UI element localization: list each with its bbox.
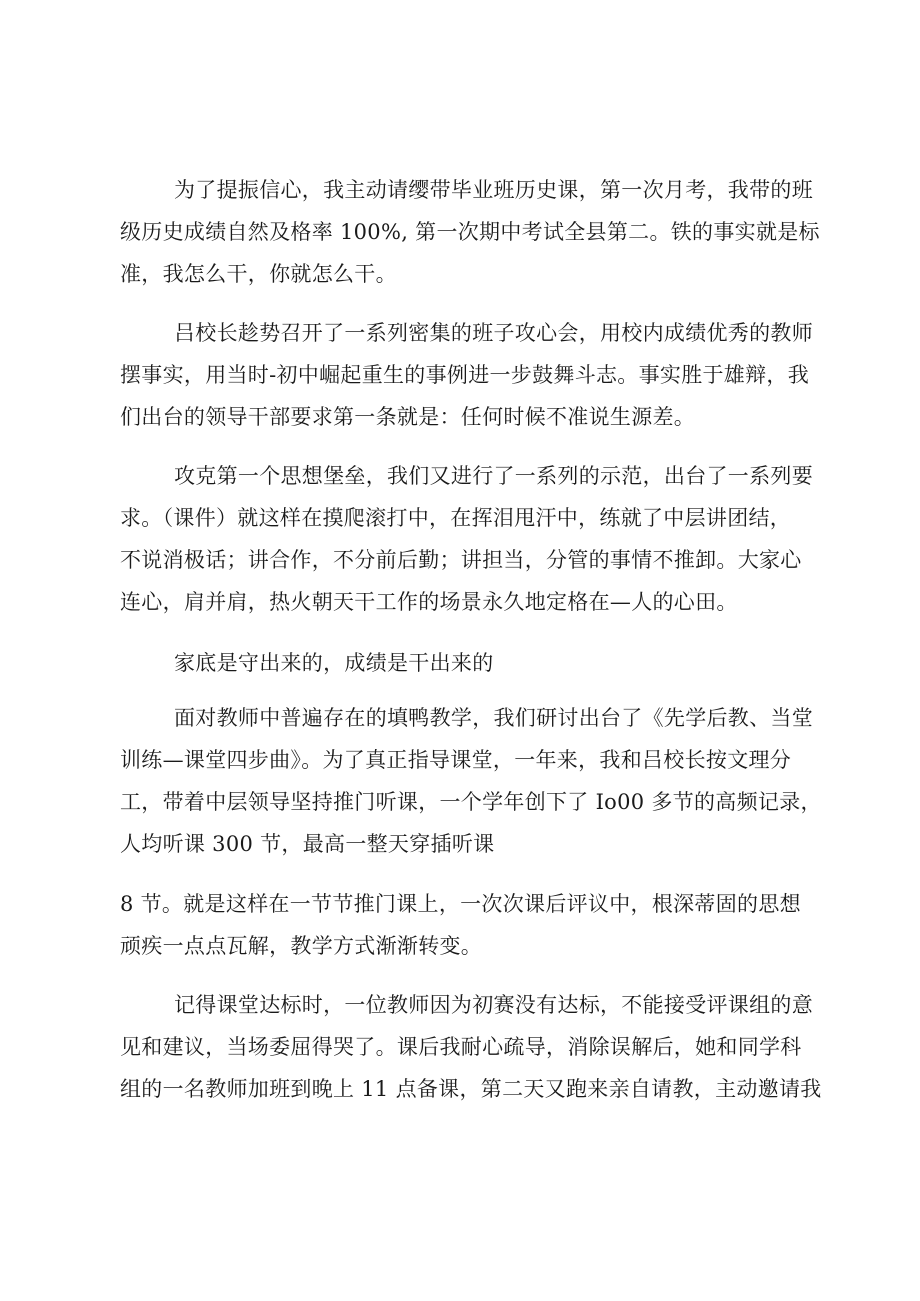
text-line: 训练—课堂四步曲》。为了真正指导课堂，一年来，我和吕校长按文理分: [120, 748, 792, 772]
text-line: 工，带着中层领导坚持推门听课，一个学年创下了 Io00 多节的高频记录，: [120, 790, 822, 814]
text-line: 人均听课 300 节，最高一整天穿插听课: [120, 832, 495, 856]
text-line: 为了提振信心，我主动请缨带毕业班历史课，第一次月考，我带的班: [174, 178, 813, 202]
text-line: 级历史成绩自然及格率 100%, 第一次期中考试全县第二。铁的事实就是标: [120, 220, 820, 244]
text-line: 记得课堂达标时，一位教师因为初赛没有达标，不能接受评课组的意: [174, 993, 813, 1017]
section-heading: 家底是守出来的，成绩是干出来的: [174, 651, 494, 675]
text-line: 攻克第一个思想堡垒，我们又进行了一系列的示范，出台了一系列要: [174, 464, 813, 488]
text-line: 求。（课件）就这样在摸爬滚打中，在挥泪甩汗中，练就了中层讲团结，: [120, 506, 792, 530]
text-line: 顽疾一点点瓦解，教学方式渐渐转变。: [120, 934, 483, 958]
text-line: 们出台的领导干部要求第一条就是：任何时候不准说生源差。: [120, 405, 696, 429]
text-line: 准，我怎么干，你就怎么干。: [120, 262, 397, 286]
text-line: 摆事实，用当时-初中崛起重生的事例进一步鼓舞斗志。事实胜于雄辩，我: [120, 363, 809, 387]
text-line: 不说消极话；讲合作，不分前后勤；讲担当，分管的事情不推卸。大家心: [120, 548, 802, 572]
text-line: 组的一名教师加班到晚上 11 点备课，第二天又跑来亲自请教，主动邀请我: [120, 1077, 822, 1101]
text-line: 见和建议，当场委屈得哭了。课后我耐心疏导，消除误解后，她和同学科: [120, 1035, 802, 1059]
text-line: 连心，肩并肩，热火朝天干工作的场景永久地定格在—人的心田。: [120, 590, 738, 614]
text-line: 8 节。就是这样在一节节推门课上，一次次课后评议中，根深蒂固的思想: [120, 892, 801, 916]
text-line: 吕校长趁势召开了一系列密集的班子攻心会，用校内成绩优秀的教师: [174, 321, 813, 345]
text-line: 面对教师中普遍存在的填鸭教学，我们研讨出台了《先学后教、当堂: [174, 706, 813, 730]
